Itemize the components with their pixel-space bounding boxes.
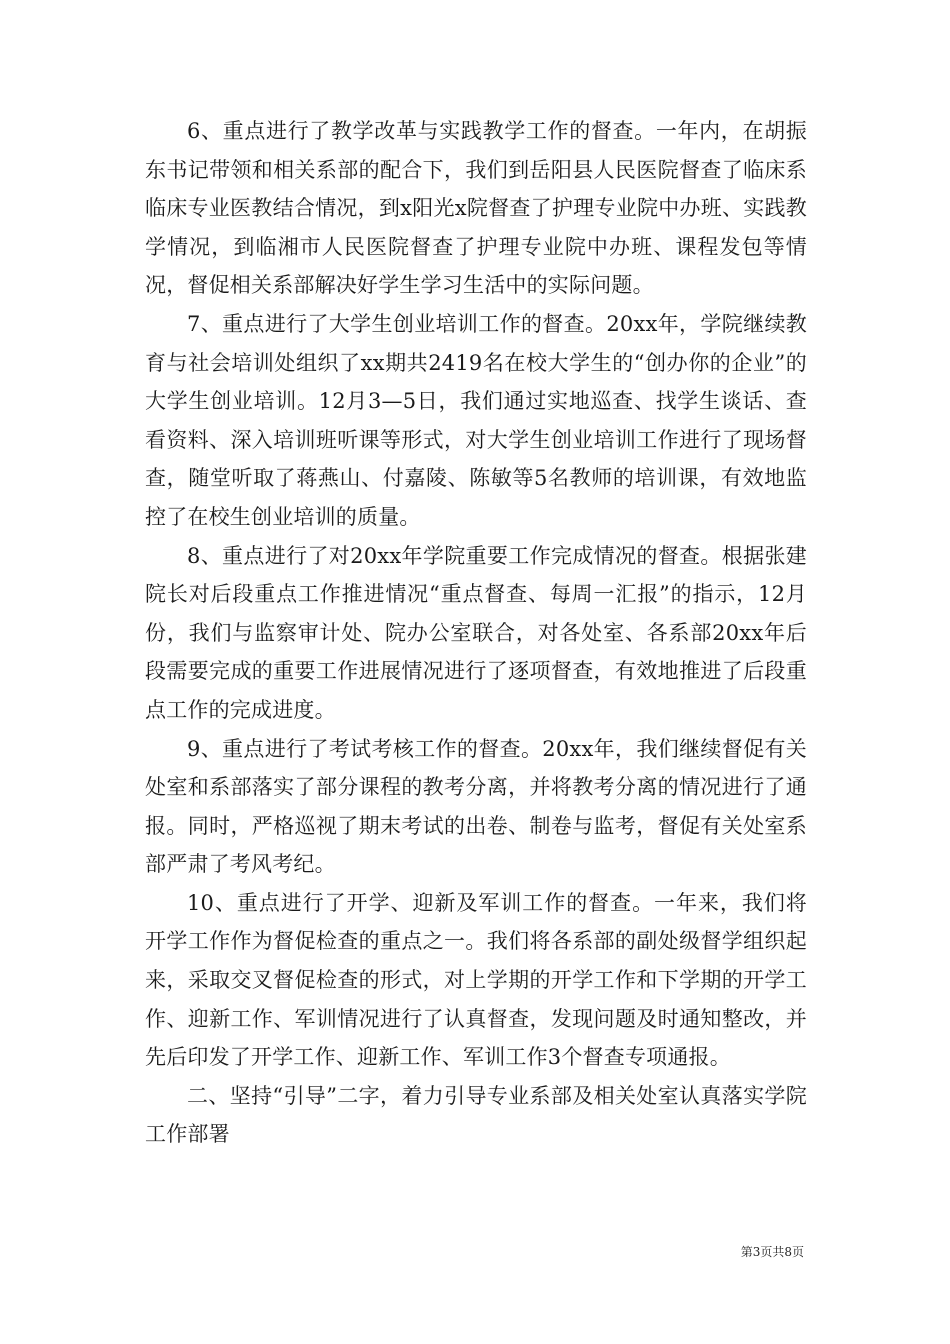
paragraph-9-exam-assessment: 9、重点进行了考试考核工作的督查。20xx年，我们继续督促有关处室和系部落实了部分课程的教考分离，并将教考分离的情况进行了通报。同时，严格巡视了期末考试的出卷、制卷与监考，督促有关处室系部严肃了考风考纪。 — [145, 736, 807, 877]
document-body — [145, 112, 807, 1154]
paragraph-7-entrepreneurship-training: 7、重点进行了大学生创业培训工作的督查。20xx年，学院继续教育与社会培训处组织了xx期共2419名在校大学生的“创办你的企业”的大学生创业培训。12月3—5日，我们通过实地巡查、找学生谈话、查看资料、深入培训班听课等形式，对大学生创业培训工作进行了现场督查，随堂听取了蒋燕山、付嘉陵、陈敏等5名教师的培训课，有效地监控了在校生创业培训的质量。 — [145, 311, 807, 529]
page-number: 第3页共8页 — [740, 1245, 804, 1259]
section-heading-guidance: 二、坚持“引导”二字，着力引导专业系部及相关处室认真落实学院工作部署 — [145, 1083, 807, 1147]
paragraph-10-school-opening: 10、重点进行了开学、迎新及军训工作的督查。一年来，我们将开学工作作为督促检查的重点之一。我们将各系部的副处级督学组织起来，采取交叉督促检查的形式，对上学期的开学工作和下学期的开学工作、迎新工作、军训情况进行了认真督查，发现问题及时通知整改，并先后印发了开学工作、迎新工作、军训工作3个督查专项通报。 — [145, 890, 807, 1070]
paragraph-6-teaching-reform: 6、重点进行了教学改革与实践教学工作的督查。一年内，在胡振东书记带领和相关系部的配合下，我们到岳阳县人民医院督查了临床系临床专业医教结合情况，到x阳光x院督查了护理专业院中办班、实践教学情况，到临湘市人民医院督查了护理专业院中办班、课程发包等情况，督促相关系部解决好学生学习生活中的实际问题。 — [145, 119, 807, 298]
paragraph-8-key-work-completion: 8、重点进行了对20xx年学院重要工作完成情况的督查。根据张建院长对后段重点工作推进情况“重点督查、每周一汇报”的指示，12月份，我们与监察审计处、院办公室联合，对各处室、各系部20xx年后段需要完成的重要工作进展情况进行了逐项督查，有效地推进了后段重点工作的完成进度。 — [145, 543, 807, 722]
